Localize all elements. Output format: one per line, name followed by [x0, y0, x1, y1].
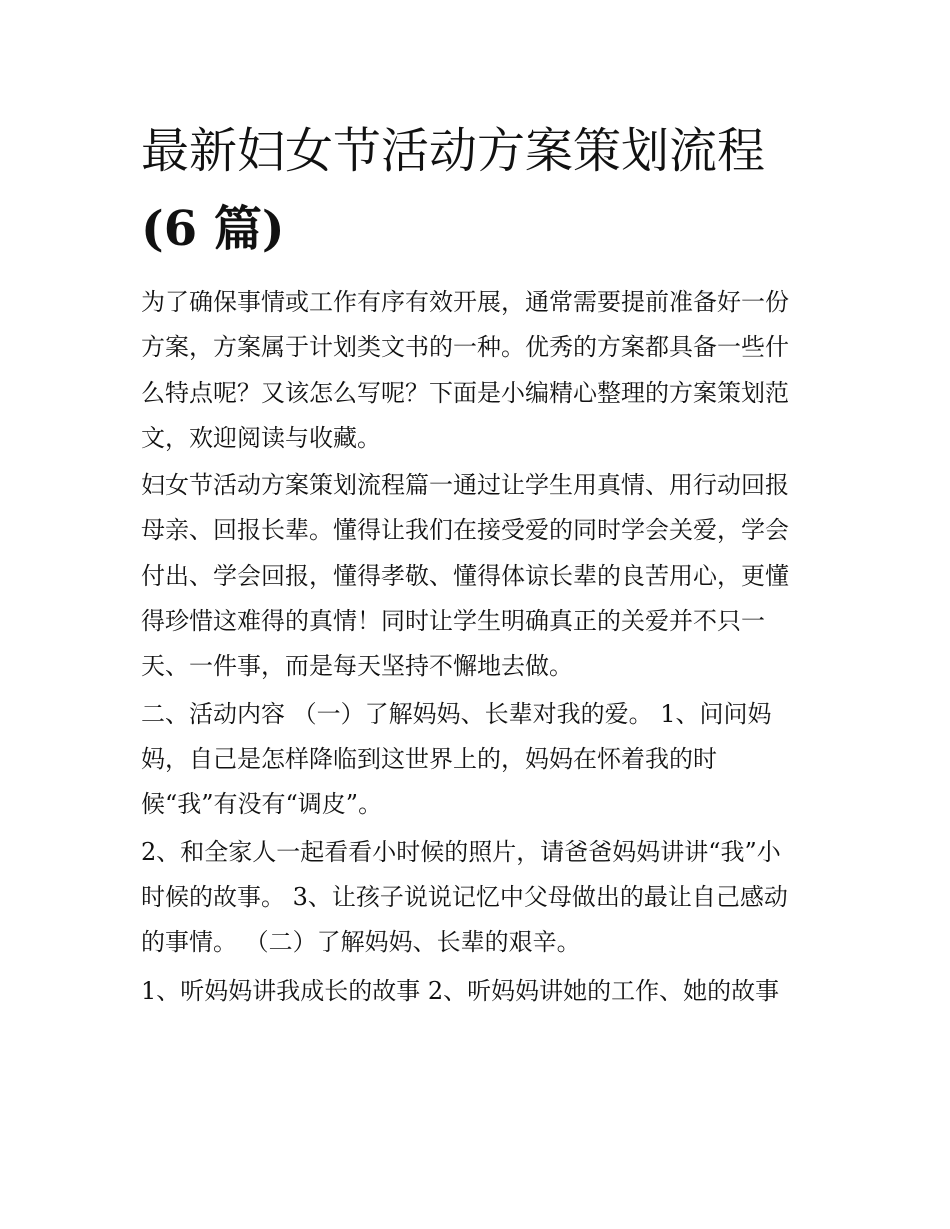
text-line: 得珍惜这难得的真情！同时让学生明确真正的关爱并不只一: [141, 607, 765, 636]
text-line: 二、活动内容 （一）了解妈妈、长辈对我的爱。 1、问问妈: [141, 699, 772, 728]
text-line: 母亲、回报长辈。懂得让我们在接受爱的同时学会关爱，学会: [141, 516, 789, 545]
text-line: 妈，自己是怎样降临到这世界上的，妈妈在怀着我的时: [141, 744, 717, 773]
text-line: 天、一件事，而是每天坚持不懈地去做。: [141, 652, 573, 681]
document-body: [141, 112, 809, 1015]
section-one-paragraph: [141, 463, 809, 689]
text-line: 付出、学会回报，懂得孝敬、懂得体谅长辈的良苦用心，更懂: [141, 561, 789, 590]
intro-paragraph: [141, 280, 809, 461]
title-line: 最新妇女节活动方案策划流程: [141, 123, 766, 179]
story-paragraph: [141, 969, 809, 1014]
text-line: 么特点呢？又该怎么写呢？下面是小编精心整理的方案策划范: [141, 378, 789, 407]
activity-list-paragraph: [141, 830, 809, 966]
text-line: 1、听妈妈讲我成长的故事 2、听妈妈讲她的工作、她的故事: [141, 977, 780, 1006]
text-line: 方案，方案属于计划类文书的一种。优秀的方案都具备一些什: [141, 333, 789, 362]
document-title: [141, 112, 809, 268]
text-line: 的事情。 （二）了解妈妈、长辈的艰辛。: [141, 928, 581, 957]
title-line: (6 篇): [141, 201, 285, 257]
text-line: 候“我”有没有“调皮”。: [141, 790, 383, 819]
text-line: 妇女节活动方案策划流程篇一通过让学生用真情、用行动回报: [141, 471, 789, 500]
text-line: 2、和全家人一起看看小时候的照片，请爸爸妈妈讲讲“我”小: [141, 837, 781, 866]
text-line: 时候的故事。 3、让孩子说说记忆中父母做出的最让自己感动: [141, 882, 788, 911]
text-line: 为了确保事情或工作有序有效开展，通常需要提前准备好一份: [141, 288, 789, 316]
activity-content-paragraph: [141, 692, 809, 828]
text-line: 文，欢迎阅读与收藏。: [141, 423, 381, 452]
